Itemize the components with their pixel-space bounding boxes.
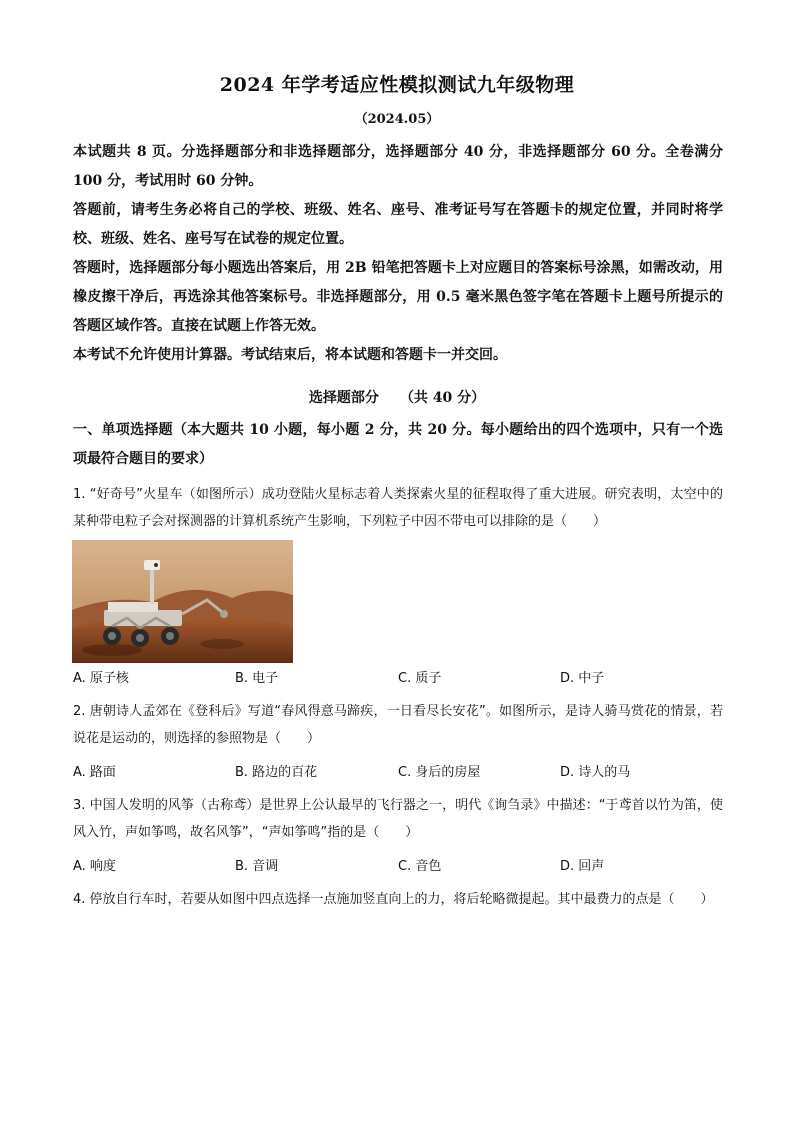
instruction-paragraph: 本考试不允许使用计算器。考试结束后，将本试题和答题卡一并交回。	[73, 347, 507, 363]
option-d: D. 诗人的马	[560, 765, 631, 780]
option-a: A. 原子核	[73, 671, 129, 686]
question-2-stem: 2. 唐朝诗人孟郊在《登科后》写道“春风得意马蹄疾，一日看尽长安花”。如图所示，是诗人骑马赏花的情景，若说花是运动的，则选择的参照物是（ ）	[73, 704, 723, 746]
question-4-stem: 4. 停放自行车时，若要从如图中四点选择一点施加竖直向上的力，将后轮略微提起。其中最费力的点是（ ）	[73, 892, 714, 907]
option-b: B. 音调	[235, 859, 279, 874]
option-c: C. 音色	[398, 859, 442, 874]
instruction-paragraph: 答题时，选择题部分每小题选出答案后，用 2B 铅笔把答题卡上对应题目的答案标号涂黑，如需改动，用橡皮擦干净后，再选涂其他答案标号。非选择题部分，用 0.5 毫米黑色签字笔在答题卡上题号所提示的答题区域作答。直接在试题上作答无效。	[73, 260, 723, 334]
option-a: A. 路面	[73, 765, 116, 780]
exam-date: （2024.05）	[354, 112, 440, 127]
question-3-stem: 3. 中国人发明的风筝（古称鸢）是世界上公认最早的飞行器之一，明代《询刍录》中描述：“于鸢首以竹为笛，使风入竹，声如筝鸣，故名风筝”，“声如筝鸣”指的是（ ）	[73, 798, 723, 840]
option-b: B. 路边的百花	[235, 765, 318, 780]
exam-instructions	[73, 138, 723, 370]
part-one-heading: 一、单项选择题（本大题共 10 小题，每小题 2 分，共 20 分。每小题给出的四个选项中，只有一个选项最符合题目的要求）	[73, 422, 723, 467]
question-1-options	[73, 668, 723, 690]
option-c: C. 质子	[398, 671, 442, 686]
section-title: 选择题部分 （共 40 分）	[308, 390, 486, 406]
question-2-options	[73, 762, 723, 784]
option-b: B. 电子	[235, 671, 279, 686]
question-1-stem: 1. “好奇号”火星车（如图所示）成功登陆火星标志着人类探索火星的征程取得了重大进展。研究表明，太空中的某种带电粒子会对探测器的计算机系统产生影响，下列粒子中因不带电可以排除的是（ ）	[73, 487, 723, 529]
option-d: D. 回声	[560, 859, 605, 874]
instruction-paragraph: 本试题共 8 页。分选择题部分和非选择题部分，选择题部分 40 分，非选择题部分 60 分。全卷满分 100 分，考试用时 60 分钟。	[73, 144, 723, 189]
mars-rover-image	[72, 540, 293, 663]
option-d: D. 中子	[560, 671, 605, 686]
option-c: C. 身后的房屋	[398, 765, 481, 780]
option-a: A. 响度	[73, 859, 116, 874]
page-title: 2024 年学考适应性模拟测试九年级物理	[219, 74, 575, 96]
question-3-options	[73, 856, 723, 878]
instruction-paragraph: 答题前，请考生务必将自己的学校、班级、姓名、座号、准考证号写在答题卡的规定位置，并同时将学校、班级、姓名、座号写在试卷的规定位置。	[73, 202, 723, 247]
